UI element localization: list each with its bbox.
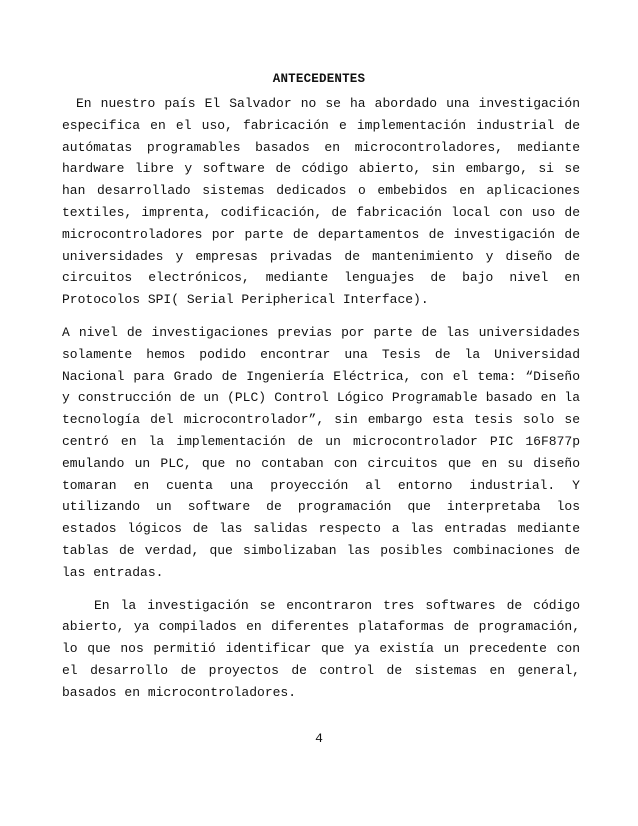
paragraph-background-el-salvador: En nuestro país El Salvador no se ha abordado una investigación especifica en el uso, fabricación e implementación industrial de autómatas programables basados en microcontroladores, mediante hardware libre y software de código abierto, sin embargo, si se han desarrollado sistemas dedicados o embebidos en aplicaciones textiles, imprenta, codificación, de fabricación local con uso de microcontroladores por parte de departamentos de investigación de universidades y empresas privadas de mantenimiento y diseño de circuitos electrónicos, mediante lenguajes de bajo nivel en Protocolos SPI( Serial Peripherical Interface). <box>62 96 580 308</box>
section-heading: ANTECEDENTES <box>272 72 366 86</box>
paragraph-open-source-findings: En la investigación se encontraron tres softwares de código abierto, ya compilados en diferentes plataformas de programación, lo que nos permitió identificar que ya existía un precedente con el desarrollo de proyectos de control de sistemas en general, basados en microcontroladores. <box>62 597 580 700</box>
page-number: 4 <box>315 731 323 746</box>
body-text <box>62 93 580 704</box>
paragraph-previous-research: A nivel de investigaciones previas por parte de las universidades solamente hemos podido encontrar una Tesis de la Universidad Nacional para Grado de Ingeniería Eléctrica, con el tema: “Diseño y construcción de un (PLC) Control Lógico Programable basado en la tecnología del microcontrolador”, sin embargo esta tesis solo se centró en la implementación de un microcontrolador PIC 16F877p emulando un PLC, que no contaban con circuitos que en su diseño tomaran en cuenta una proyección al entorno industrial. Y utilizando un software de programación que interpretaba los estados lógicos de las salidas respecto a las entradas mediante tablas de verdad, que simbolizaban las posibles combinaciones de las entradas. <box>62 324 580 580</box>
